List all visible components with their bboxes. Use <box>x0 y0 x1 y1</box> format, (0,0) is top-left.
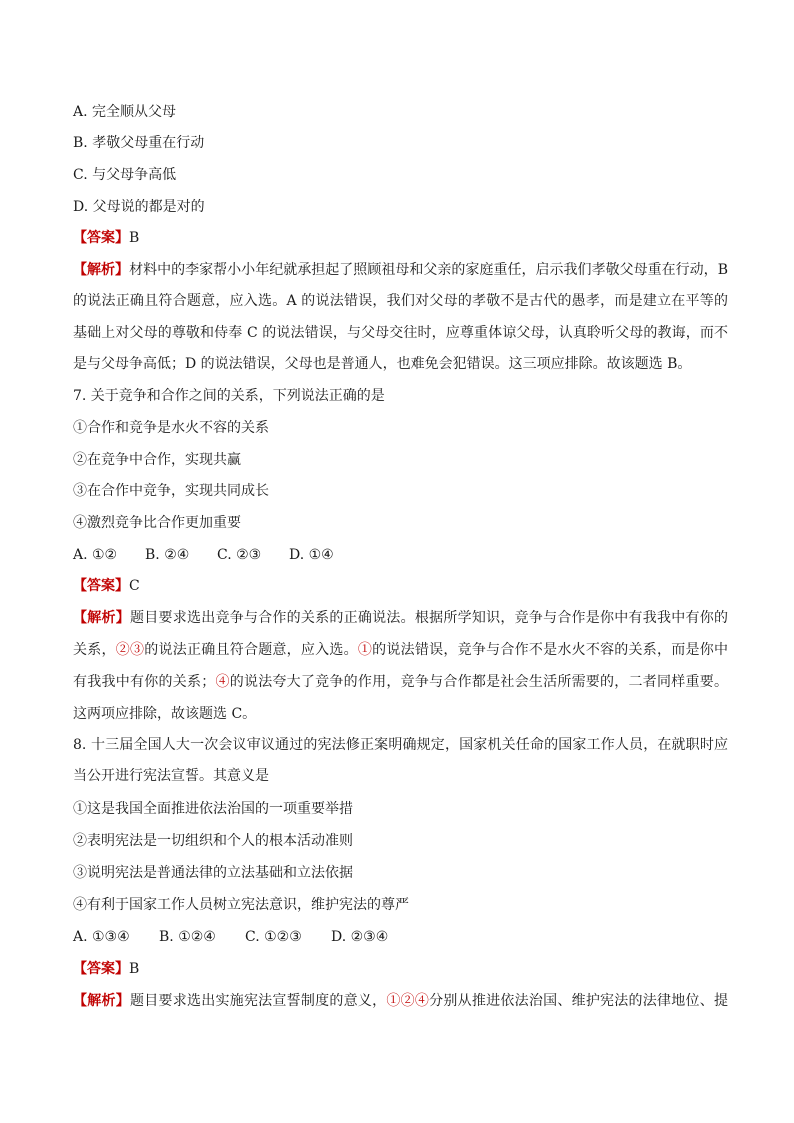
choice-b: B. ①②④ <box>159 929 216 945</box>
option-a: A. 完全顺从父母 <box>73 104 177 120</box>
question-8-stem: 当公开进行宪法宣誓。其意义是 <box>73 768 269 784</box>
analysis-line <box>73 609 728 627</box>
analysis-line <box>73 673 728 691</box>
analysis-text: 题目要求选出实施宪法宣誓制度的意义， <box>129 993 387 1009</box>
choice-b: B. ②④ <box>145 547 190 563</box>
answer-value: B <box>129 961 140 977</box>
answer-value: B <box>129 230 140 246</box>
analysis-line: 是与父母争高低；D 的说法错误，父母也是普通人，也难免会犯错误。这三项应排除。故该题选 B。 <box>73 356 692 372</box>
highlight-text: ④ <box>215 674 230 690</box>
statement-item: ①合作和竞争是水火不容的关系 <box>73 420 269 436</box>
analysis-label: 【解析】 <box>73 993 130 1009</box>
highlight-text: ① <box>357 642 373 658</box>
question-8-stem: 8. 十三届全国人大一次会议审议通过的宪法修正案明确规定，国家机关任命的国家工作人员，在就职时应 <box>73 737 728 753</box>
analysis-label: 【解析】 <box>73 610 130 626</box>
statement-item: ①这是我国全面推进依法治国的一项重要举措 <box>73 801 353 817</box>
answer-line <box>73 229 728 247</box>
question-7-stem: 7. 关于竞争和合作之间的关系，下列说法正确的是 <box>73 388 385 404</box>
choice-c: C. ②③ <box>217 547 262 563</box>
option-b: B. 孝敬父母重在行动 <box>73 135 205 151</box>
highlight-text: ②③ <box>115 642 145 658</box>
answer-line <box>73 577 728 595</box>
analysis-line <box>73 992 728 1010</box>
analysis-text: 关系， <box>73 642 116 658</box>
analysis-text: 的说法夸大了竞争的作用，竞争与合作都是社会生活所需要的，二者同样重要。 <box>229 674 729 690</box>
analysis-text: 的说法正确且符合题意，应入选。 <box>144 642 358 658</box>
choice-d: D. ②③④ <box>331 929 389 945</box>
statement-item: ②在竞争中合作，实现共赢 <box>73 452 241 468</box>
statement-item: ④激烈竞争比合作更加重要 <box>73 515 241 531</box>
answer-label: 【答案】 <box>73 961 129 977</box>
choice-row <box>73 546 728 564</box>
answer-label: 【答案】 <box>73 578 129 594</box>
answer-value: C <box>129 578 140 594</box>
statement-item: ③说明宪法是普通法律的立法基础和立法依据 <box>73 865 353 881</box>
analysis-text: 题目要求选出竞争与合作的关系的正确说法。根据所学知识，竞争与合作是你中有我我中有你的 <box>129 610 729 626</box>
option-d: D. 父母说的都是对的 <box>73 199 205 215</box>
choice-d: D. ①④ <box>289 547 334 563</box>
analysis-line: 的说法正确且符合题意，应入选。A 的说法错误，我们对父母的孝敬不是古代的愚孝，而是建立在平等的 <box>73 293 728 309</box>
analysis-line: 基础上对父母的尊敬和侍奉 C 的说法错误，与父母交往时，应尊重体谅父母，认真聆听父母的教诲，而不 <box>73 325 728 341</box>
statement-item: ③在合作中竞争，实现共同成长 <box>73 483 269 499</box>
choice-a: A. ①② <box>73 547 118 563</box>
choice-row <box>73 928 728 946</box>
answer-line <box>73 960 728 978</box>
analysis-text: 材料中的李家帮小小年纪就承担起了照顾祖母和父亲的家庭重任，启示我们孝敬父母重在行动，B <box>129 262 728 278</box>
analysis-line <box>73 261 728 279</box>
choice-a: A. ①③④ <box>73 929 130 945</box>
analysis-text: 分别从推进依法治国、维护宪法的法律地位、提 <box>429 993 729 1009</box>
analysis-line <box>73 641 728 659</box>
analysis-text: 有我我中有你的关系； <box>73 674 216 690</box>
option-c: C. 与父母争高低 <box>73 167 177 183</box>
analysis-label: 【解析】 <box>73 262 130 278</box>
statement-item: ④有利于国家工作人员树立宪法意识，维护宪法的尊严 <box>73 897 409 913</box>
highlight-text: ①②④ <box>386 993 430 1009</box>
analysis-text: 的说法错误，竞争与合作不是水火不容的关系，而是你中 <box>372 642 729 658</box>
answer-label: 【答案】 <box>73 230 129 246</box>
choice-c: C. ①②③ <box>245 929 302 945</box>
analysis-line: 这两项应排除，故该题选 C。 <box>73 706 257 722</box>
statement-item: ②表明宪法是一切组织和个人的根本活动准则 <box>73 833 353 849</box>
